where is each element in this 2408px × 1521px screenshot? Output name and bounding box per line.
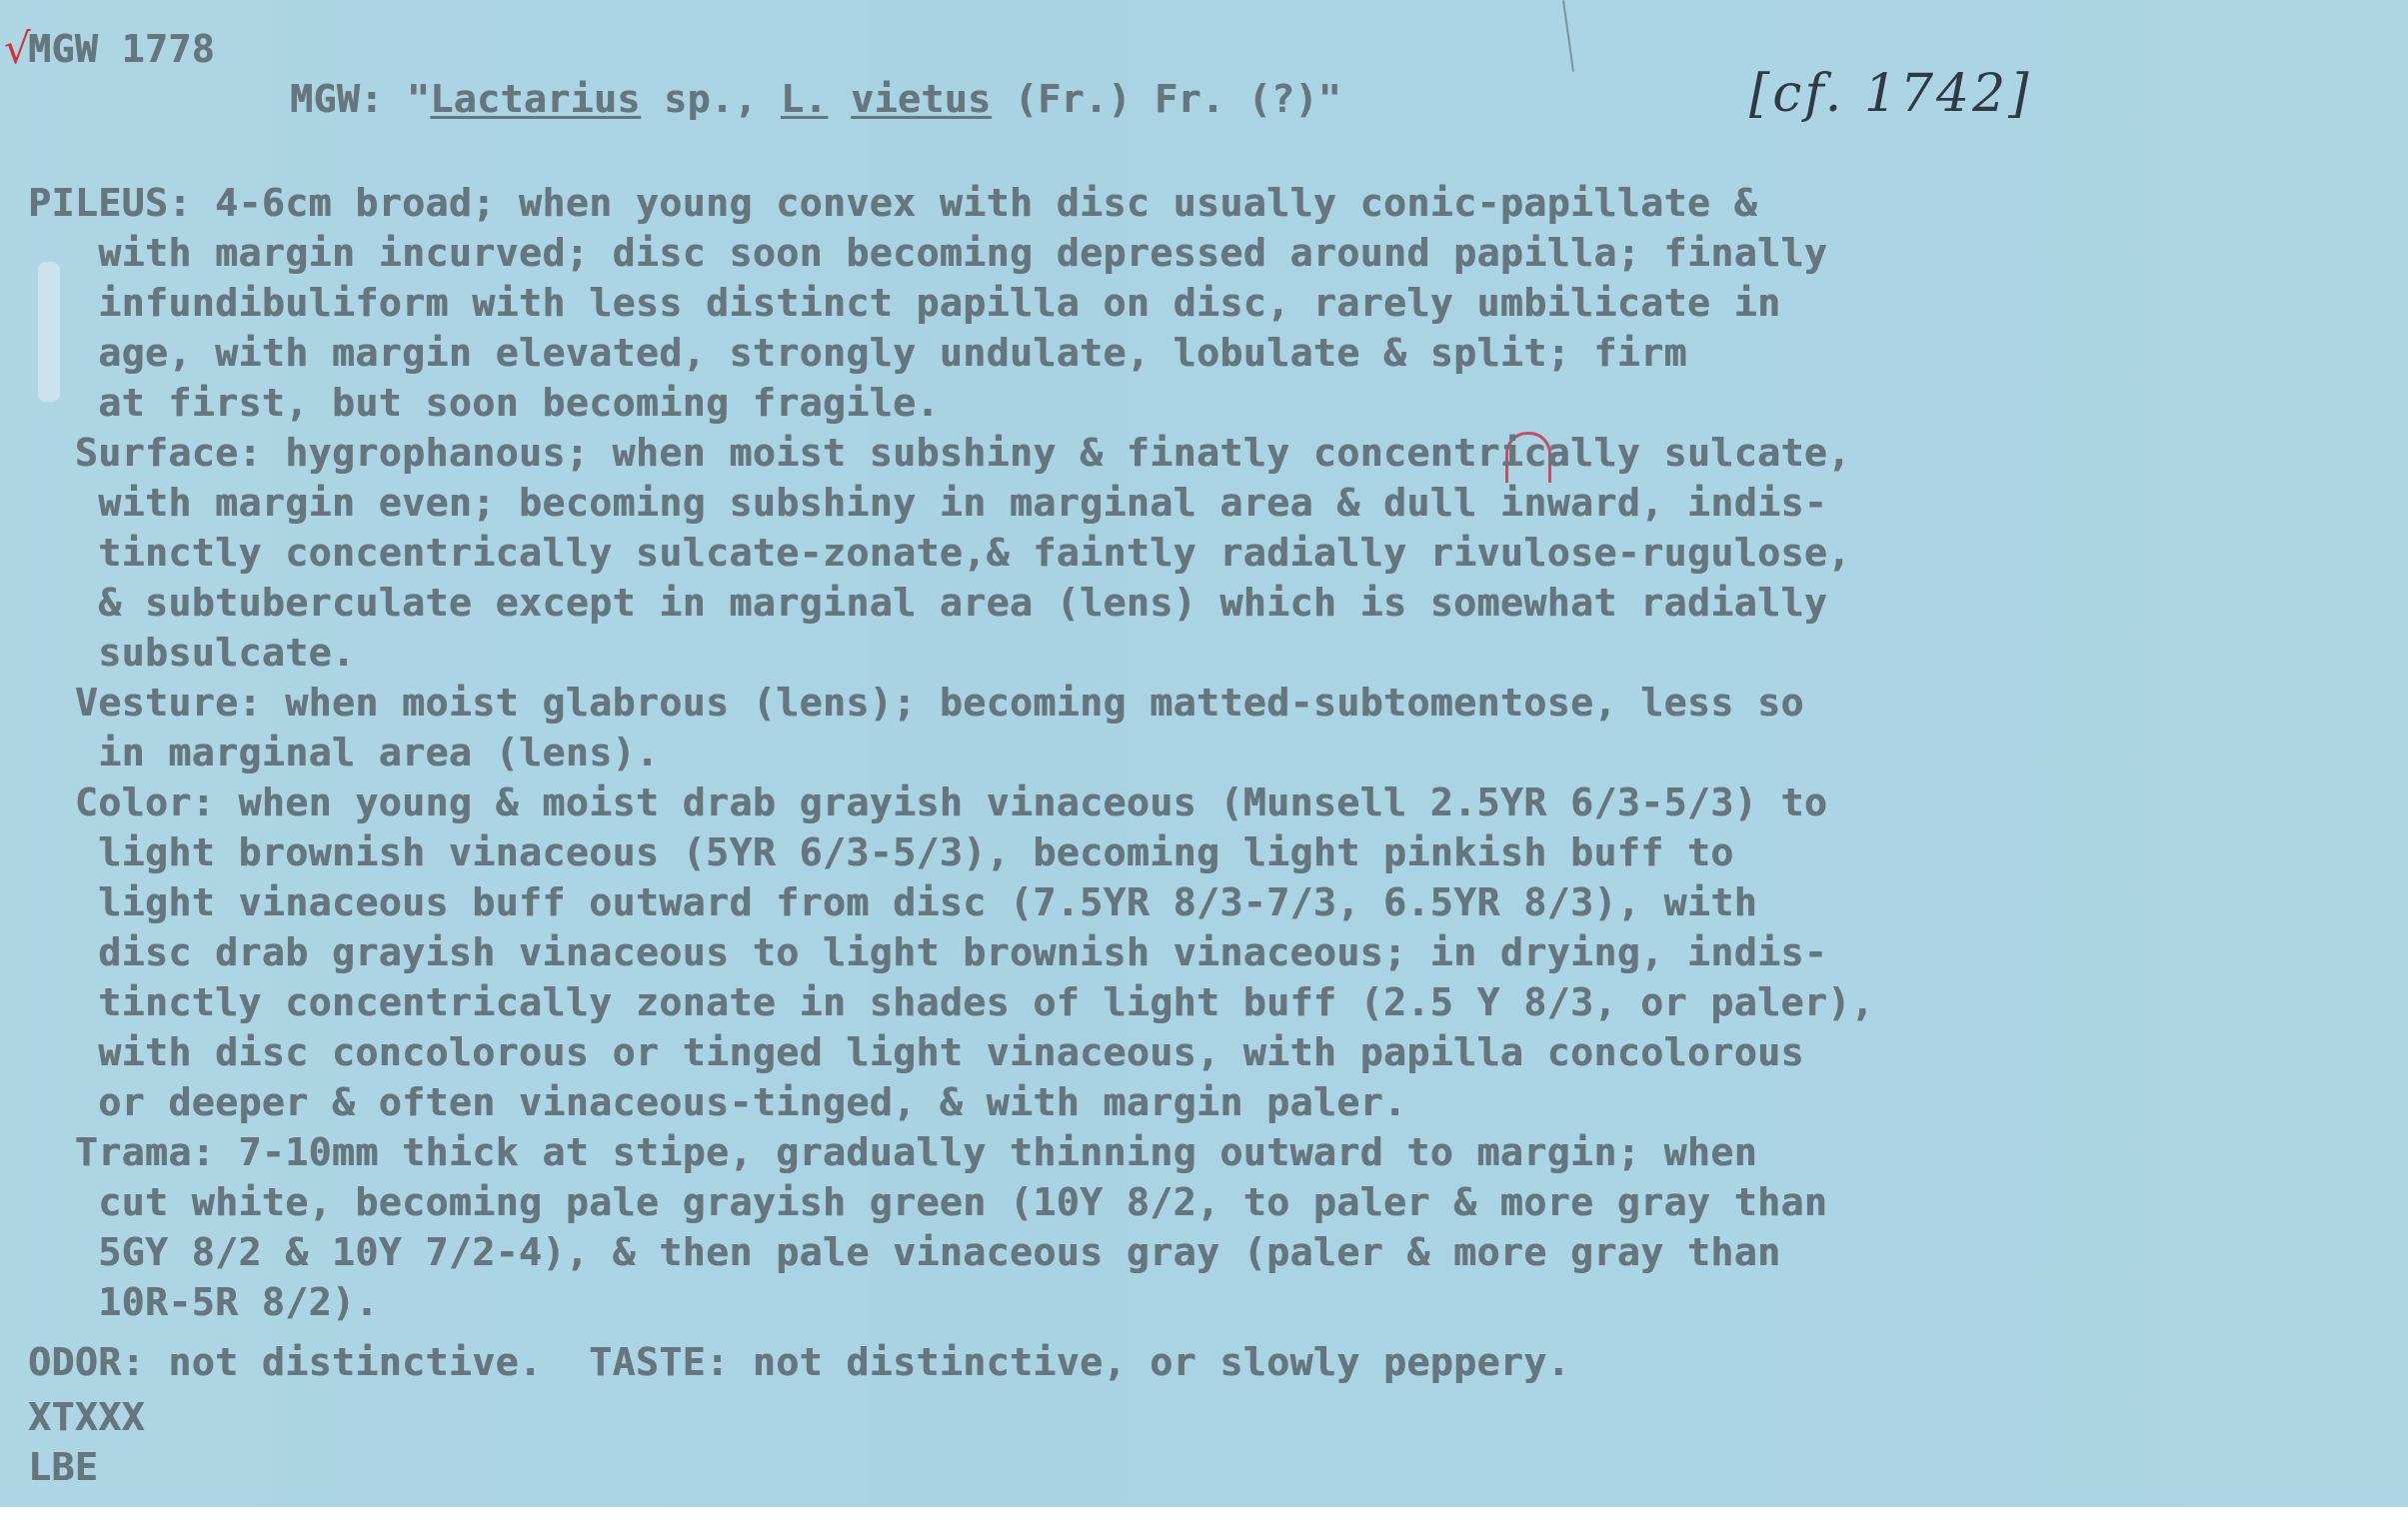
check-mark-icon: √ <box>4 24 31 73</box>
text-line: 5GY 8/2 & 10Y 7/2-4), & then pale vinaceous gray (paler & more gray than <box>28 1230 1781 1274</box>
text-line: light vinaceous buff outward from disc (7.5YR 8/3-7/3, 6.5YR 8/3), with <box>28 880 1757 924</box>
species-name: vietus <box>851 77 992 121</box>
text-line: Color: when young & moist drab grayish vinaceous (Munsell 2.5YR 6/3-5/3) to <box>28 780 1828 824</box>
text-line: 10R-5R 8/2). <box>28 1280 379 1324</box>
text-line: Trama: 7-10mm thick at stipe, gradually thinning outward to margin; when <box>28 1130 1757 1174</box>
text-line: Surface: hygrophanous; when moist subshiny & finatly concentrically sulcate, <box>28 431 1851 475</box>
text-line: tinctly concentrically zonate in shades of light buff (2.5 Y 8/3, or paler), <box>28 980 1874 1024</box>
text-line: XTXXX <box>28 1395 145 1439</box>
text-line: LBE <box>28 1445 99 1489</box>
text-line: & subtuberculate except in marginal area (lens) which is somewhat radially <box>28 581 1828 625</box>
text-line: with disc concolorous or tinged light vinaceous, with papilla concolorous <box>28 1030 1804 1074</box>
text-line: with margin incurved; disc soon becoming depressed around papilla; finally <box>28 231 1828 275</box>
text-line: or deeper & often vinaceous-tinged, & with margin paler. <box>28 1080 1407 1124</box>
text-line: ODOR: not distinctive. TASTE: not distinctive, or slowly peppery. <box>28 1340 1570 1384</box>
text-line: subsulcate. <box>28 631 356 675</box>
card-title: MGW: "Lactarius sp., L. vietus (Fr.) Fr. (?)" <box>290 77 1342 121</box>
genus-abbr: L. <box>780 77 828 121</box>
text-line: infundibuliform with less distinct papilla on disc, rarely umbilicate in <box>28 281 1781 325</box>
genus-name: Lactarius <box>430 77 641 121</box>
text-line: light brownish vinaceous (5YR 6/3-5/3), becoming light pinkish buff to <box>28 830 1734 874</box>
pencil-stroke <box>1562 0 1574 72</box>
text-line: in marginal area (lens). <box>28 731 660 774</box>
text-line: with margin even; becoming subshiny in marginal area & dull inward, indis- <box>28 481 1828 525</box>
card-id: MGW 1778 <box>28 27 216 71</box>
text-line: cut white, becoming pale grayish green (10Y 8/2, to paler & more gray than <box>28 1180 1828 1224</box>
text-line: disc drab grayish vinaceous to light brownish vinaceous; in drying, indis- <box>28 930 1828 974</box>
text-line: at first, but soon becoming fragile. <box>28 381 940 425</box>
text-line: age, with margin elevated, strongly undulate, lobulate & split; firm <box>28 331 1687 375</box>
handwritten-note: [cf. 1742] <box>1749 64 2032 124</box>
text-line: tinctly concentrically sulcate-zonate,& faintly radially rivulose-rugulose, <box>28 531 1851 575</box>
text-line: PILEUS: 4-6cm broad; when young convex with disc usually conic-papillate & <box>28 181 1757 225</box>
text-line: Vesture: when moist glabrous (lens); becoming matted-subtomentose, less so <box>28 681 1804 725</box>
